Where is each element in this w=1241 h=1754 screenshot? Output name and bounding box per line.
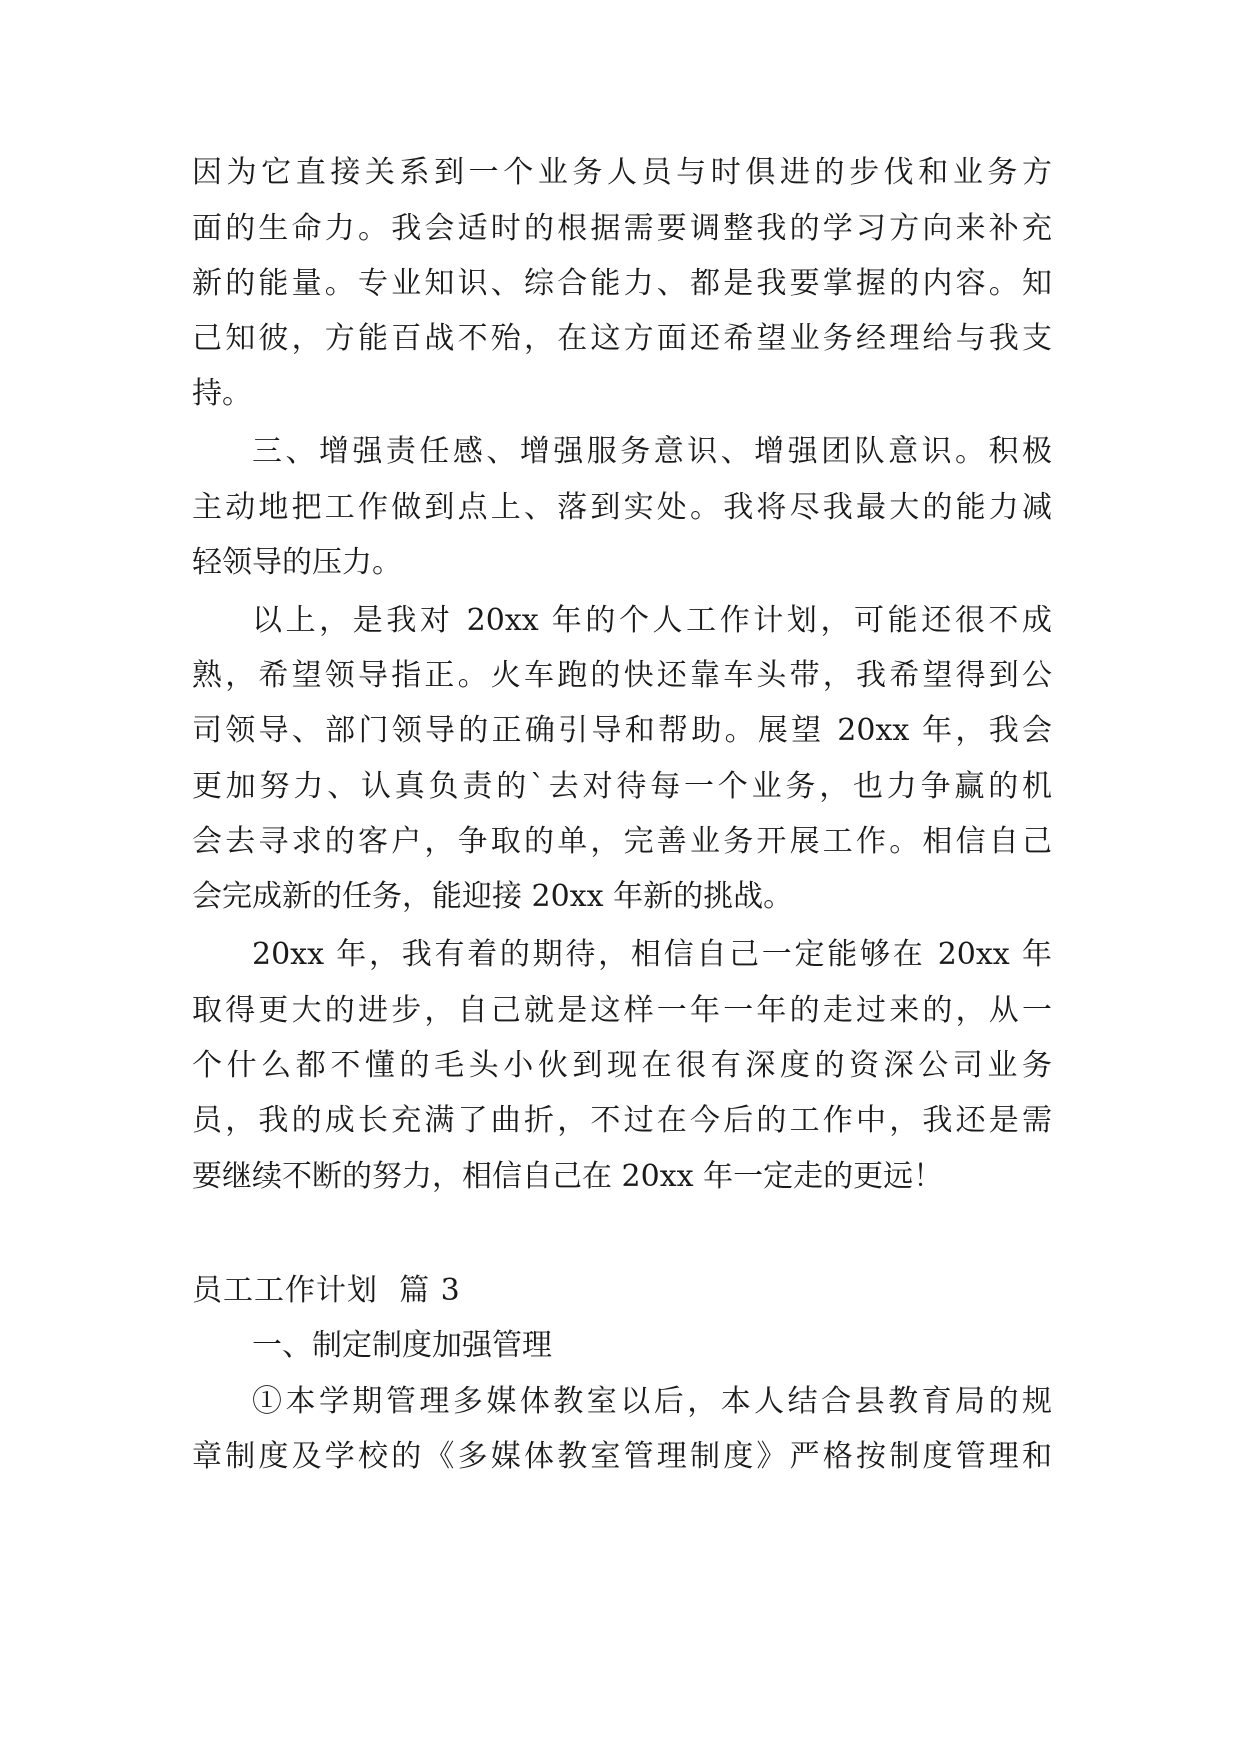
paragraph-line: 更加努力、认真负责的`去对待每一个业务，也力争赢的机 <box>192 769 1052 804</box>
paragraph-line: 主动地把工作做到点上、落到实处。我将尽我最大的能力减 <box>192 490 1052 525</box>
paragraph-line: 因为它直接关系到一个业务人员与时俱进的步伐和业务方 <box>192 155 1052 190</box>
paragraph-line: 轻领导的压力。 <box>192 545 402 580</box>
paragraph-line: 个什么都不懂的毛头小伙到现在很有深度的资深公司业务 <box>192 1048 1052 1083</box>
subsection-heading: 一、制定制度加强管理 <box>252 1328 552 1363</box>
paragraph-line: 三、增强责任感、增强服务意识、增强团队意识。积极 <box>252 434 1052 469</box>
paragraph-line: 持。 <box>192 376 252 411</box>
paragraph-line: 20xx 年，我有着的期待，相信自己一定能够在 20xx 年 <box>252 937 1052 972</box>
paragraph-line: 章制度及学校的《多媒体教室管理制度》严格按制度管理和 <box>192 1439 1052 1474</box>
paragraph-line: 新的能量。专业知识、综合能力、都是我要掌握的内容。知 <box>192 266 1052 301</box>
paragraph-line: 司领导、部门领导的正确引导和帮助。展望 20xx 年，我会 <box>192 713 1052 748</box>
paragraph-line: 会去寻求的客户，争取的单，完善业务开展工作。相信自己 <box>192 824 1052 859</box>
paragraph-line: 员，我的成长充满了曲折，不过在今后的工作中，我还是需 <box>192 1103 1052 1138</box>
paragraph-line: 会完成新的任务，能迎接 20xx 年新的挑战。 <box>192 879 794 914</box>
paragraph-line: ①本学期管理多媒体教室以后，本人结合县教育局的规 <box>252 1384 1052 1419</box>
paragraph-line: 熟，希望领导指正。火车跑的快还靠车头带，我希望得到公 <box>192 658 1052 693</box>
paragraph-line: 取得更大的进步，自己就是这样一年一年的走过来的，从一 <box>192 993 1052 1028</box>
section-title: 员工工作计划 篇 3 <box>192 1273 461 1308</box>
paragraph-line: 己知彼，方能百战不殆，在这方面还希望业务经理给与我支 <box>192 321 1052 356</box>
paragraph-line: 以上，是我对 20xx 年的个人工作计划，可能还很不成 <box>252 603 1052 638</box>
paragraph-line: 面的生命力。我会适时的根据需要调整我的学习方向来补充 <box>192 211 1052 246</box>
paragraph-line: 要继续不断的努力，相信自己在 20xx 年一定走的更远！ <box>192 1159 944 1194</box>
